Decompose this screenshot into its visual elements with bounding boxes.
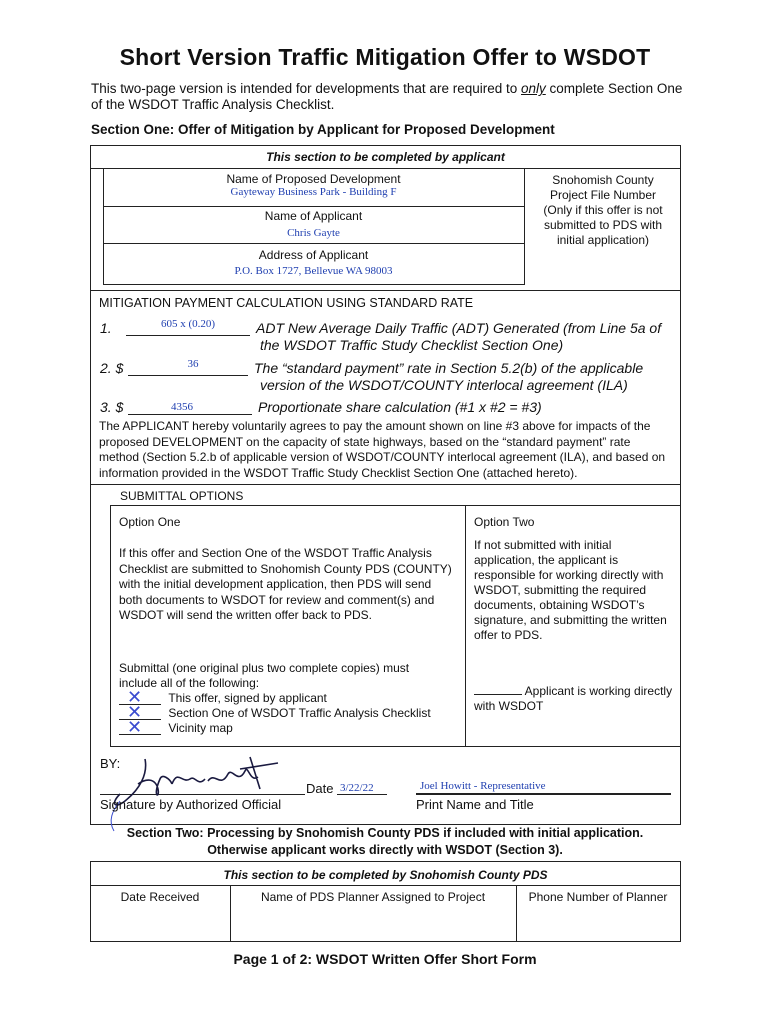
check-x-icon: ✕ [127,717,143,738]
address-value[interactable]: P.O. Box 1727, Bellevue WA 98003 [234,265,393,277]
date-value: 3/22/22 [340,782,374,794]
divider [90,290,681,291]
line2-text-b: version of the WSDOT/COUNTY interlocal agreement (ILA) [260,377,628,393]
intro-after: complete Section One of the WSDOT Traffic Analysis Checklist. [91,81,683,112]
option-two-label: Option Two [474,515,535,529]
line2-text-a: The “standard payment” rate in Section 5.2(b) of the applicable [254,360,644,376]
county-line: Project File Number [549,188,657,202]
intro-text [91,81,691,113]
submittal-heading: SUBMITTAL OPTIONS [120,489,244,503]
applicant-value[interactable]: Chris Gayte [287,227,340,239]
option-two-check-label: Applicant is working directly with WSDOT [474,684,673,713]
divider [90,885,681,886]
signature-label: Signature by Authorized Official [100,797,282,812]
checklist-item[interactable] [119,687,327,708]
dev-name-value[interactable]: Gayteway Business Park - Building F [230,186,397,198]
name-title-label: Print Name and Title [416,797,534,812]
mitigation-heading: MITIGATION PAYMENT CALCULATION USING STANDARD RATE [99,296,474,310]
county-file-number [528,173,678,248]
dev-name-label: Name of Proposed Development [226,172,401,186]
option-two-text: If not submitted with initial application, the applicant is responsible for working directly with WSDOT, submitting the required documents, obtaining WSDOT’s signature, and submitting the written offer to PDS. [474,538,667,642]
divider [465,505,466,746]
checklist-label: Vicinity map [168,721,233,735]
divider [103,243,524,244]
date-received-label: Date Received [120,890,200,904]
planner-phone-label: Phone Number of Planner [528,890,668,904]
applicant-statement: The APPLICANT hereby voluntarily agrees to pay the amount shown on line #3 above for impacts of the proposed DEVELOPMENT on the capacity of state highways, based on the “standard payment” rate method (Section 5.2.b of applicable version of WSDOT/COUNTY interlocal agreement (ILA), and based on information provided in the WSDOT Traffic Study Checklist Section One (attached hereto). [99,419,666,480]
line3-text: Proportionate share calculation (#1 x #2 = #3) [258,399,542,415]
planner-name-label: Name of PDS Planner Assigned to Project [260,890,486,904]
intro-before: This two-page version is intended for developments that are required to [91,81,521,96]
line3-value: 4356 [171,401,193,413]
address-label: Address of Applicant [258,248,369,262]
by-label: BY: [100,756,121,771]
line2-number: 2. $ [100,360,124,376]
line1-text-a: ADT New Average Daily Traffic (ADT) Generated (from Line 5a of [256,320,662,336]
county-line: Snohomish County [552,173,654,187]
checklist-label: This offer, signed by applicant [168,691,327,705]
line3-number: 3. $ [100,399,124,415]
county-line: submitted to PDS with [543,218,663,232]
checklist-item[interactable] [119,717,233,738]
divider [90,484,681,485]
applicant-label: Name of Applicant [264,209,363,223]
county-line: initial application) [556,233,650,247]
name-value: Joel Howitt - Representative [420,780,546,792]
section-two-heading [60,825,710,859]
section-one-heading: Section One: Offer of Mitigation by Applicant for Proposed Development [91,122,555,137]
checklist-item[interactable] [119,702,431,723]
option-one-label: Option One [119,515,181,529]
county-line: (Only if this offer is not [543,203,663,217]
name-field[interactable] [416,793,671,795]
submittal-requirements: Submittal (one original plus two complete copies) must include all of the following: [119,661,410,690]
option-two-check[interactable] [474,684,674,714]
line1-text-b: the WSDOT Traffic Study Checklist Section One) [260,337,564,353]
date-label: Date [306,781,334,796]
option-one-text: If this offer and Section One of the WSDOT Traffic Analysis Checklist are submitted to Snohomish County PDS (COUNTY) with the initial development application, then PDS will send both documents to WSDOT for review and comment(s) and WSDOT will send the written offer back to PDS. [119,546,452,622]
handwritten-signature [100,749,300,834]
section-two-heading-b: Otherwise applicant works directly with WSDOT (Section 3). [207,843,563,857]
line1-number: 1. [100,320,112,336]
line1-text [256,320,661,354]
pds-banner: This section to be completed by Snohomish County PDS [223,868,548,882]
check-x-icon: ✕ [127,687,143,708]
line1-value: 605 x (0.20) [160,318,216,330]
page-title: Short Version Traffic Mitigation Offer to WSDOT [119,44,651,70]
line2-value: 36 [187,358,199,370]
section-two-heading-a: Section Two: Processing by Snohomish County PDS if included with initial application. [126,826,644,840]
checklist-label: Section One of WSDOT Traffic Analysis Checklist [168,706,431,720]
line2-text [254,360,643,394]
applicant-banner: This section to be completed by applicant [266,150,505,164]
page-footer: Page 1 of 2: WSDOT Written Offer Short Form [233,951,537,967]
check-x-icon: ✕ [127,702,143,723]
option-two-checkbox-line[interactable] [474,684,522,695]
intro-emphasis: only [521,81,546,96]
divider [103,206,524,207]
